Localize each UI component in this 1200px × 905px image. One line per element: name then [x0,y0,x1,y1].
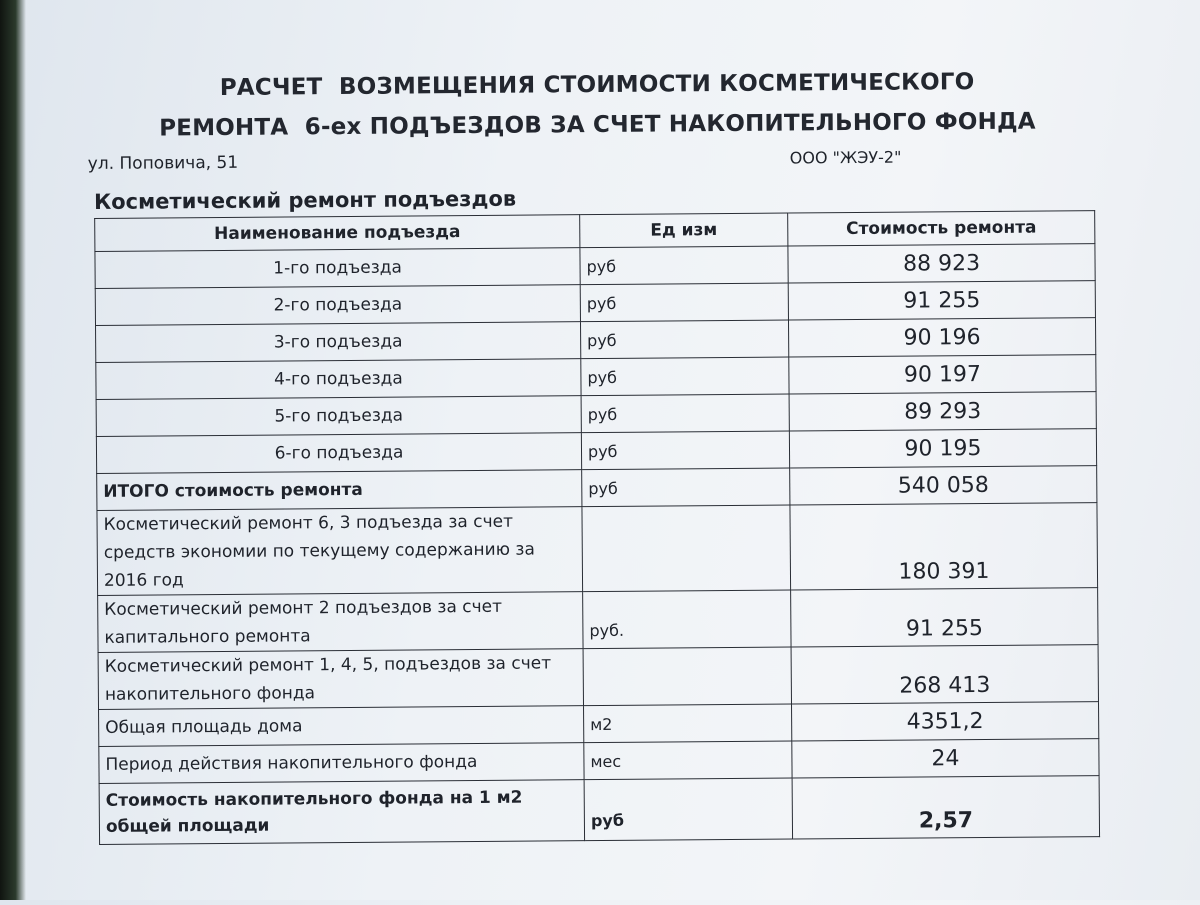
economy-label: Косметический ремонт 6, 3 подъезда за счет средств экономии по текущему содержанию за 2016 год [97,507,583,596]
row-cost: 90 195 [789,429,1096,468]
economy-cost: 180 391 [790,503,1098,590]
total-cost: 540 058 [790,466,1097,505]
row-unit: руб [581,431,789,470]
fund-cost: 268 413 [791,645,1098,704]
area-label: Общая площадь дома [99,706,584,747]
header-cost: Стоимость ремонта [788,211,1095,246]
per-m2-unit: руб [584,778,792,841]
row-name: 2-го подъезда [95,285,580,326]
economy-row [97,503,1098,596]
row-cost: 89 293 [789,392,1096,431]
address: ул. Поповича, 51 [87,152,239,175]
document-title-line-1: РАСЧЕТ ВОЗМЕЩЕНИЯ СТОИМОСТИ КОСМЕТИЧЕСКОГО [219,69,975,101]
row-unit: руб [580,283,788,322]
row-cost: 91 255 [788,281,1095,320]
row-name: 6-го подъезда [96,433,581,474]
period-unit: мес [584,741,792,780]
area-unit: м2 [584,704,792,743]
fund-label: Косметический ремонт 1, 4, 5, подъездов за счет накопительного фонда [98,649,583,710]
row-cost: 90 197 [789,355,1096,394]
fund-unit [583,647,791,706]
cost-table [94,210,1100,845]
document-title-line-2: РЕМОНТА 6-ех ПОДЪЕЗДОВ ЗА СЧЕТ НАКОПИТЕЛЬНОГО ФОНДА [159,108,1036,142]
total-unit: руб [582,468,790,507]
period-label: Период действия накопительного фонда [99,743,584,784]
capital-label: Косметический ремонт 2 подъездов за счет капитального ремонта [98,592,583,653]
row-unit: руб [580,320,788,359]
per-m2-label: Стоимость накопительного фонда на 1 м2 общей площади [99,780,584,845]
organization: ООО "ЖЭУ-2" [789,147,902,168]
row-name: 1-го подъезда [95,248,580,289]
row-name: 3-го подъезда [96,322,581,363]
section-title: Косметический ремонт подъездов [93,186,517,214]
row-cost: 90 196 [788,318,1095,357]
row-name: 5-го подъезда [96,396,581,437]
per-m2-row [99,776,1099,845]
row-unit: руб [581,394,789,433]
row-cost: 88 923 [788,244,1095,283]
area-value: 4351,2 [792,702,1099,741]
capital-row [98,588,1098,653]
capital-unit: руб. [583,590,791,649]
header-name: Наименование подъезда [95,215,580,252]
row-name: 4-го подъезда [96,359,581,400]
total-label: ИТОГО стоимость ремонта [97,470,582,511]
row-unit: руб [580,246,788,285]
fund-row [98,645,1098,710]
per-m2-value: 2,57 [792,776,1099,839]
capital-cost: 91 255 [791,588,1098,647]
economy-unit [582,505,791,592]
period-value: 24 [792,739,1099,778]
header-unit: Ед изм [580,213,788,248]
row-unit: руб [581,357,789,396]
